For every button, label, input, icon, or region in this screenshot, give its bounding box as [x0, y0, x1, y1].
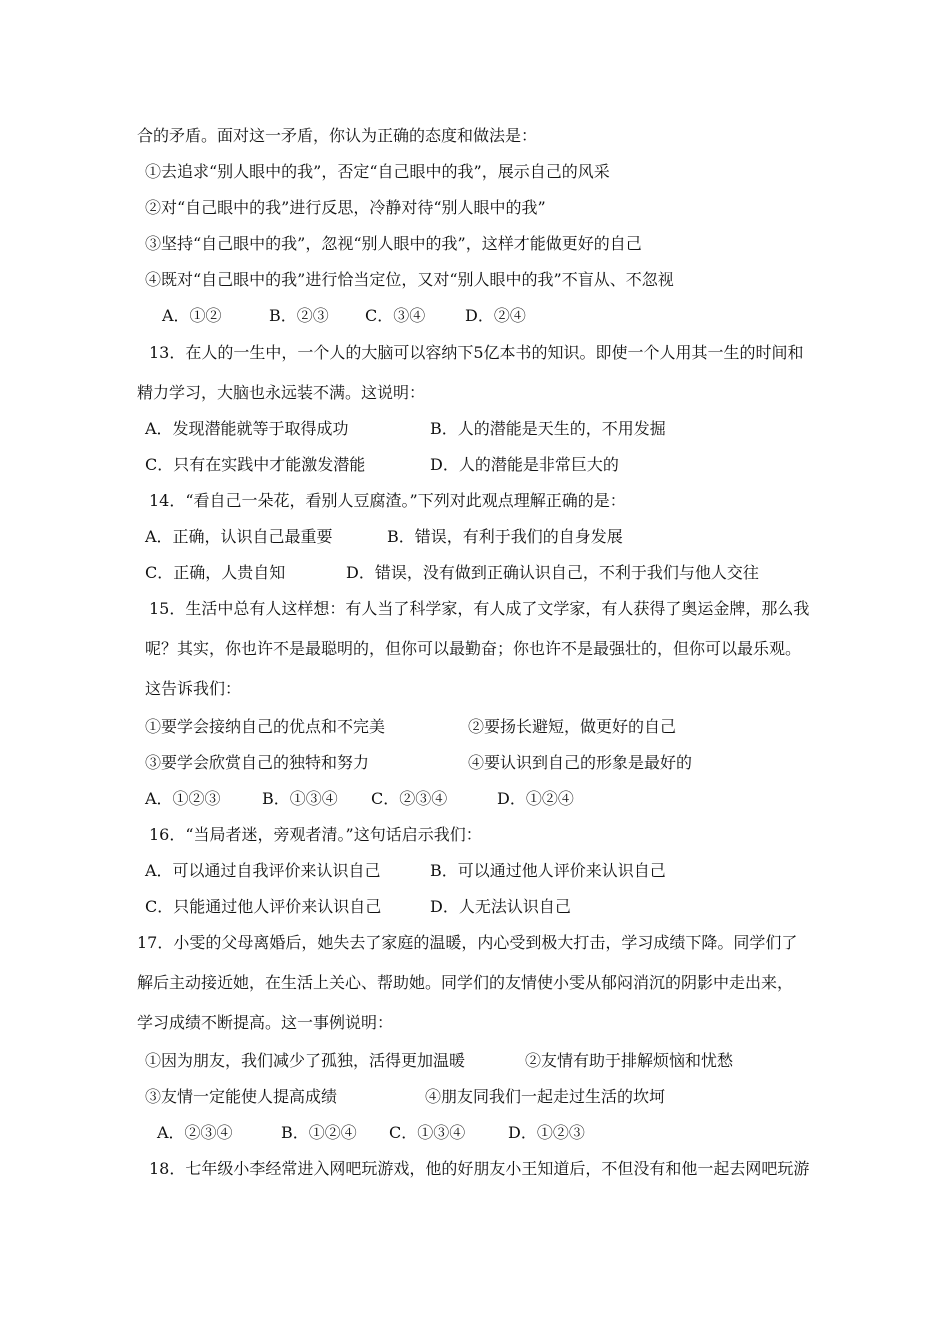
q17-option-1: ①因为朋友，我们减少了孤独，活得更加温暖 — [145, 1051, 466, 1070]
q12-option-2: ②对“自己眼中的我”进行反思，冷静对待“别人眼中的我” — [145, 198, 546, 217]
question-13-line-2: 精力学习，大脑也永远装不满。这说明： — [137, 383, 426, 402]
question-15-line-3: 这告诉我们： — [145, 679, 242, 698]
q16-answer-a: A．可以通过自我评价来认识自己 — [145, 861, 381, 880]
q12-option-1: ①去追求“别人眼中的我”，否定“自己眼中的我”，展示自己的风采 — [145, 162, 610, 181]
question-15-line-1: 15．生活中总有人这样想：有人当了科学家，有人成了文学家，有人获得了奥运金牌，那么我 — [149, 599, 810, 618]
question-17-line-2: 解后主动接近她，在生活上关心、帮助她。同学们的友情使小雯从郁闷消沉的阴影中走出来， — [137, 973, 794, 992]
question-15-line-2: 呢？其实，你也许不是最聪明的，但你可以最勤奋；你也许不是最强壮的，但你可以最乐观。 — [145, 639, 802, 658]
q12-option-3: ③坚持“自己眼中的我”，忽视“别人眼中的我”，这样才能做更好的自己 — [145, 234, 642, 253]
q16-answer-c: C．只能通过他人评价来认识自己 — [145, 897, 382, 916]
q17-answer-b: B．①②④ — [281, 1123, 357, 1142]
q17-answer-d: D．①②③ — [508, 1123, 585, 1142]
q14-answer-c: C．正确，人贵自知 — [145, 563, 286, 582]
q12-answer-c: C．③④ — [365, 306, 426, 325]
q14-answer-b: B．错误，有利于我们的自身发展 — [387, 527, 623, 546]
q12-answer-a: A．①② — [162, 306, 222, 325]
question-17-line-1: 17．小雯的父母离婚后，她失去了家庭的温暖，内心受到极大打击，学习成绩下降。同学们了 — [137, 933, 798, 952]
q13-answer-c: C．只有在实践中才能激发潜能 — [145, 455, 366, 474]
q15-option-4: ④要认识到自己的形象是最好的 — [468, 753, 693, 772]
q16-answer-d: D．人无法认识自己 — [430, 897, 571, 916]
q15-answer-a: A．①②③ — [145, 789, 221, 808]
q17-option-4: ④朋友同我们一起走过生活的坎坷 — [425, 1087, 666, 1106]
q16-answer-b: B．可以通过他人评价来认识自己 — [430, 861, 666, 880]
q15-option-1: ①要学会接纳自己的优点和不完美 — [145, 717, 386, 736]
q13-answer-d: D．人的潜能是非常巨大的 — [430, 455, 619, 474]
q17-answer-a: A．②③④ — [157, 1123, 233, 1142]
q13-answer-b: B．人的潜能是天生的，不用发掘 — [430, 419, 666, 438]
q13-answer-a: A．发现潜能就等于取得成功 — [145, 419, 349, 438]
q17-option-3: ③友情一定能使人提高成绩 — [145, 1087, 338, 1106]
q15-answer-b: B．①③④ — [262, 789, 338, 808]
question-14: 14．“看自己一朵花，看别人豆腐渣。”下列对此观点理解正确的是： — [149, 491, 626, 510]
q14-answer-a: A．正确，认识自己最重要 — [145, 527, 333, 546]
q14-answer-d: D．错误，没有做到正确认识自己，不利于我们与他人交往 — [346, 563, 759, 582]
q15-answer-c: C．②③④ — [371, 789, 448, 808]
q12-answer-d: D．②④ — [465, 306, 526, 325]
q15-option-2: ②要扬长避短，做更好的自己 — [468, 717, 677, 736]
question-16: 16．“当局者迷，旁观者清。”这句话启示我们： — [149, 825, 482, 844]
q15-option-3: ③要学会欣赏自己的独特和努力 — [145, 753, 370, 772]
q17-option-2: ②友情有助于排解烦恼和忧愁 — [525, 1051, 734, 1070]
q15-answer-d: D．①②④ — [497, 789, 574, 808]
question-13-line-1: 13．在人的一生中，一个人的大脑可以容纳下5亿本书的知识。即使一个人用其一生的时间和 — [149, 343, 804, 362]
question-18: 18．七年级小李经常进入网吧玩游戏，他的好朋友小王知道后，不但没有和他一起去网吧玩游 — [149, 1159, 810, 1178]
q12-answer-b: B．②③ — [269, 306, 329, 325]
q12-option-4: ④既对“自己眼中的我”进行恰当定位，又对“别人眼中的我”不盲从、不忽视 — [145, 270, 674, 289]
question-17-line-3: 学习成绩不断提高。这一事例说明： — [137, 1013, 394, 1032]
q17-answer-c: C．①③④ — [389, 1123, 466, 1142]
question-12-stem-tail: 合的矛盾。面对这一矛盾，你认为正确的态度和做法是： — [137, 126, 538, 145]
